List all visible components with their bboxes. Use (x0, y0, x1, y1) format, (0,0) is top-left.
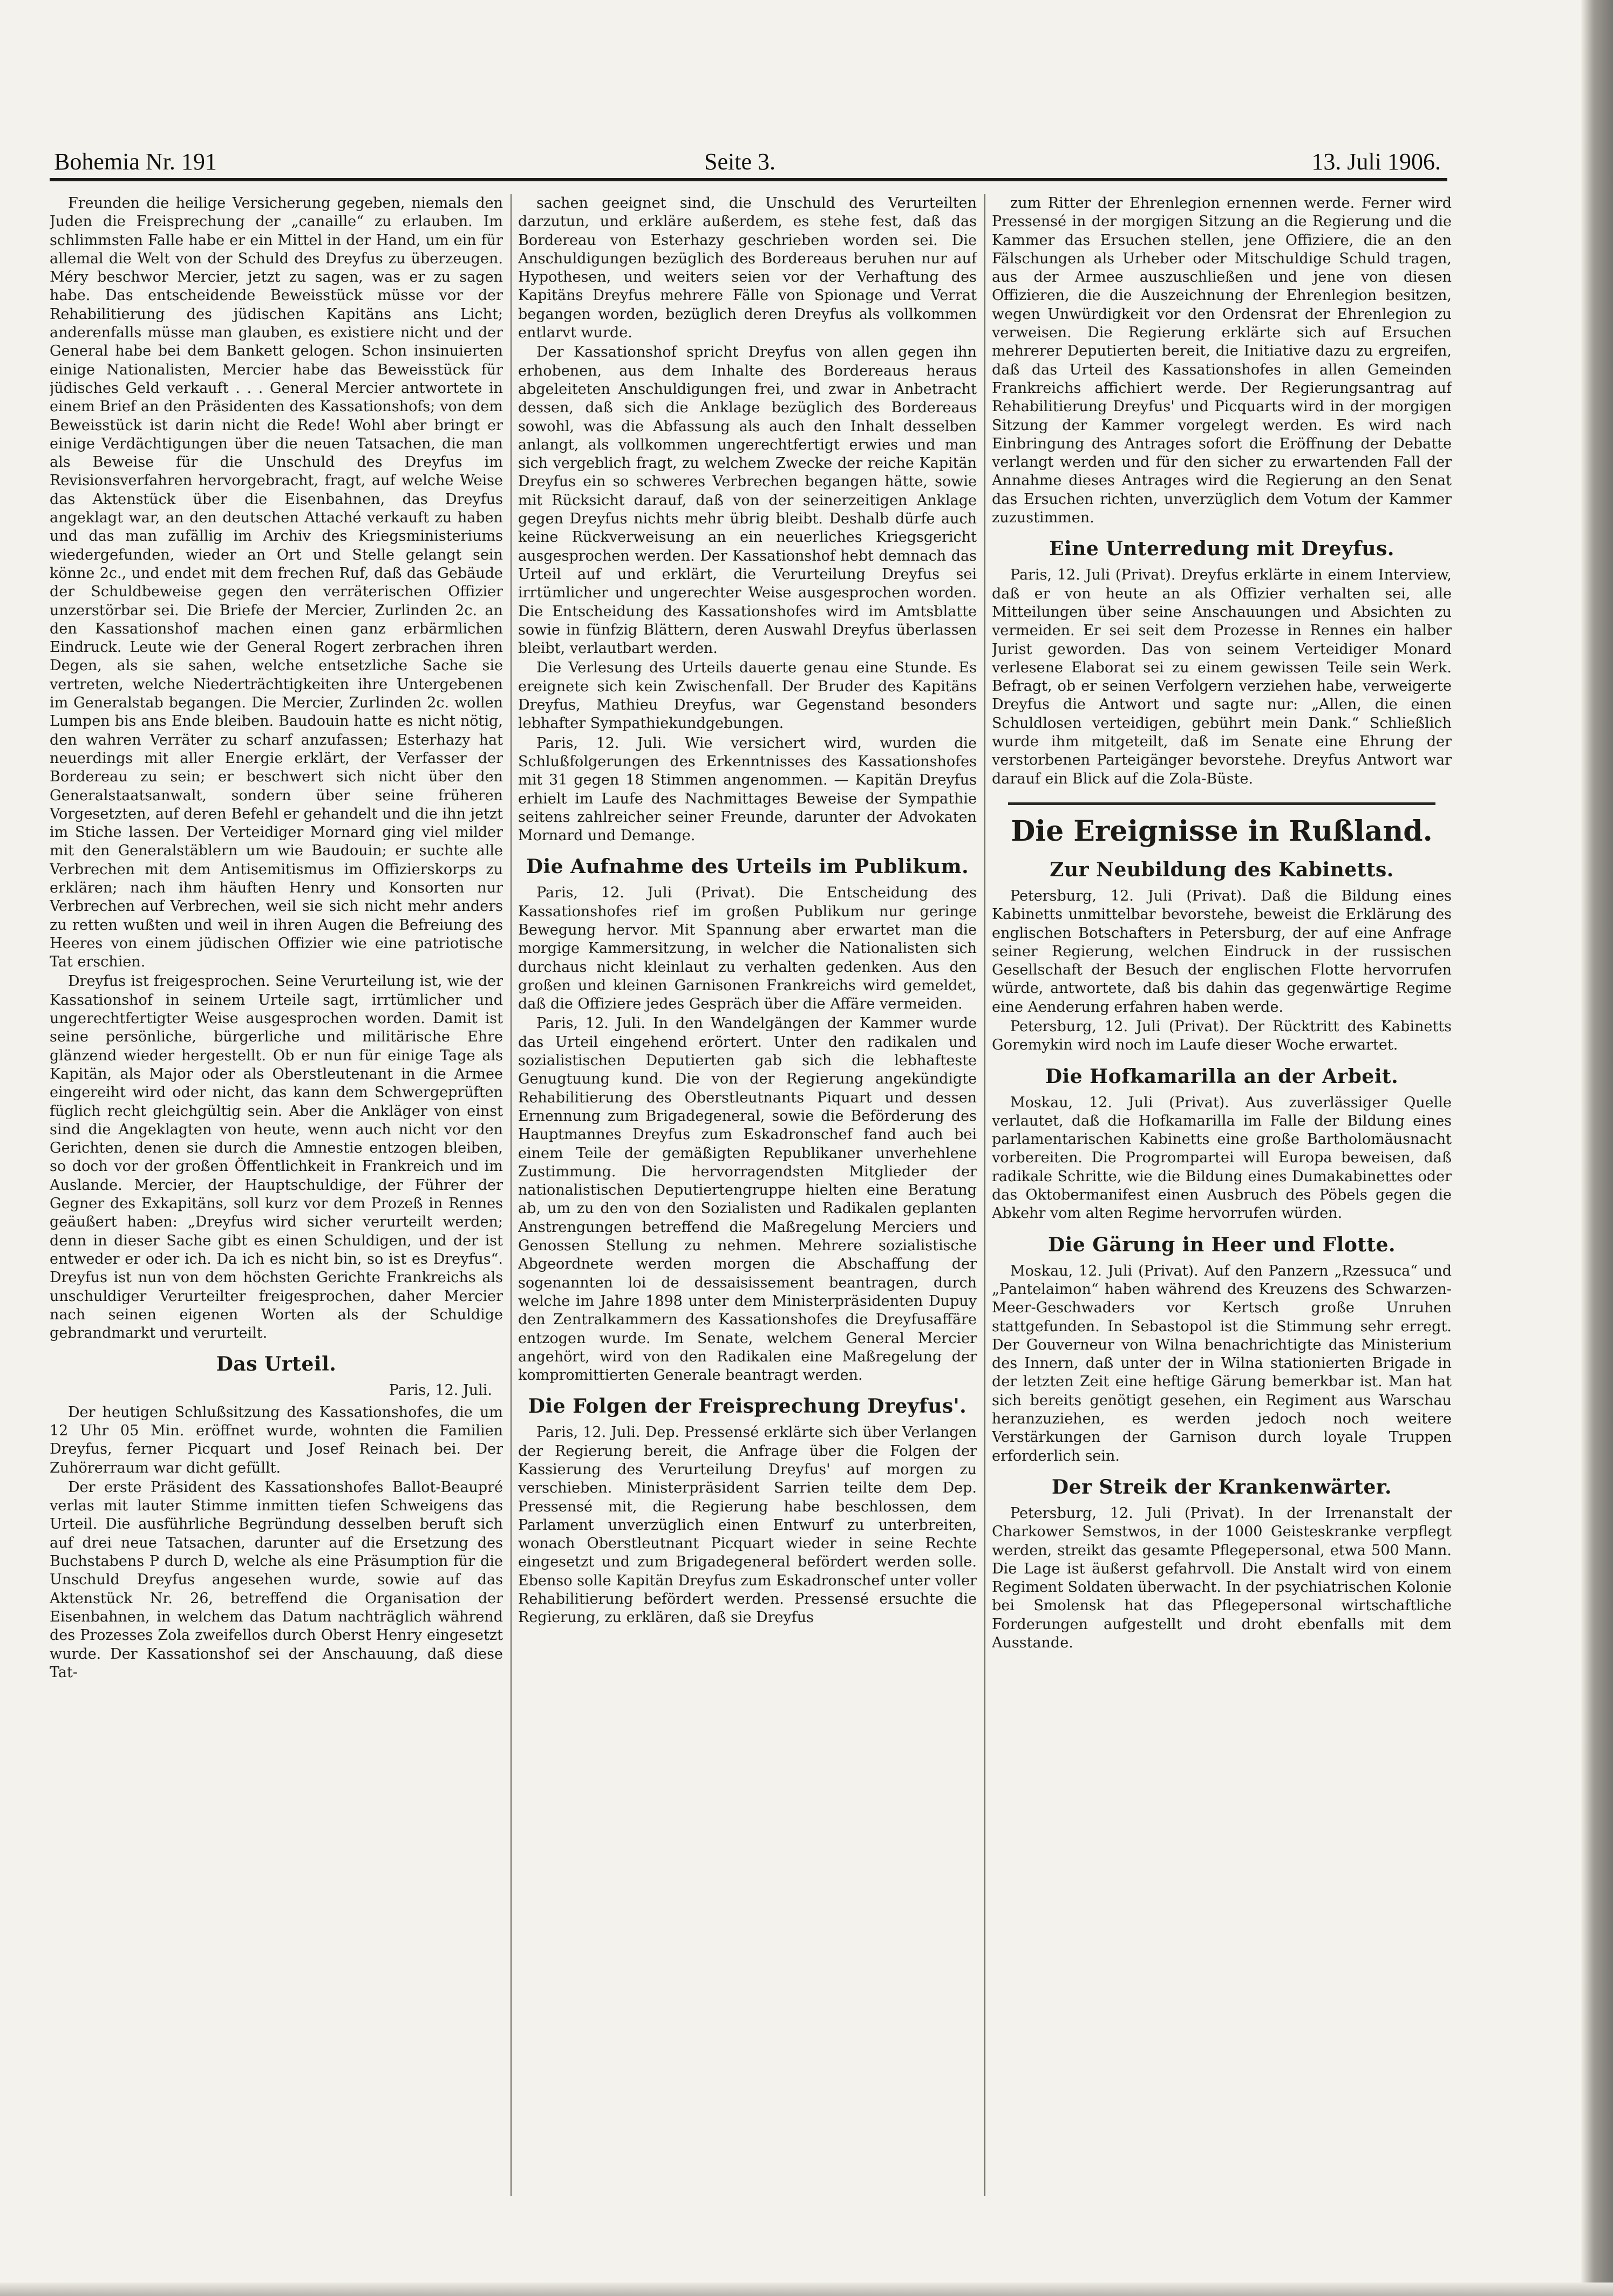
masthead-issue: Bohemia Nr. 191 (54, 148, 217, 175)
article-paragraph: Paris, 12. Juli. Wie versichert wird, wurden die Schlußfolgerungen des Erkenntnisses des Kassationshofes mit 31 gegen 18 Stimmen angenommen. — Kapitän Dreyfus erhielt im Laufe des Nachmittages Beweise der Sympathie seitens zahlreicher seiner Freunde, darunter der Advokaten Mornard und Demange. (518, 734, 977, 844)
article-paragraph: Petersburg, 12. Juli (Privat). In der Irrenanstalt der Charkower Semstwos, in der 1000 Geisteskranke verpflegt werden, streikt das gesamte Pflegepersonal, etwa 500 Mann. Die Lage ist äußerst gefahrvoll. Die Anstalt wird von einem Regiment Soldaten überwacht. In der psychiatrischen Kolonie bei Smolensk hat das Pflegepersonal wirtschaftliche Forderungen aufgestellt und droht ebenfalls mit dem Ausstande. (992, 1504, 1452, 1651)
section-heading: Die Gärung in Heer und Flotte. (1047, 1233, 1396, 1256)
section-heading: Die Hofkamarilla an der Arbeit. (1045, 1065, 1399, 1088)
page-number: Seite 3. (704, 148, 775, 175)
article-paragraph: zum Ritter der Ehrenlegion ernennen werde. Ferner wird Pressensé in der morgigen Sitzung an die Regierung und die Kammer das Ersuchen stellen, jene Offiziere, die an den Fälschungen als Urheber oder Mitschuldige Schuld tragen, aus der Armee auszuschließen und jene von diesen Offizieren, die die Auszeichnung der Ehrenlegion besitzen, wegen Unwürdigkeit vor den Ordensrat der Ehrenlegion zu verweisen. Die Regierung erklärte sich auf Ersuchen mehrerer Deputierten bereit, die Initiative dazu zu ergreifen, daß das Urteil des Kassationshofes in allen Gemeinden Frankreichs affichiert werde. Der Regierungsantrag auf Rehabilitierung Dreyfus' und Picquarts wird in der morgigen Sitzung der Kammer vorgelegt werden. Es wird nach Einbringung des Antrages sofort die Eröffnung der Debatte verlangt werden und für den sicher zu erwartenden Fall der Annahme dieses Antrages wird die Regierung an den Senat das Ersuchen richten, unverzüglich dem Votum der Kammer zuzustimmen. (992, 195, 1452, 527)
column-3 (992, 194, 1452, 2210)
page-edge-shadow (1581, 0, 1613, 2296)
section-heading: Die Aufnahme des Urteils im Publikum. (526, 855, 969, 878)
page-header (54, 148, 1441, 180)
column-1 (50, 194, 503, 2210)
column-2 (518, 194, 977, 2210)
article-paragraph: Paris, 12. Juli (Privat). Dreyfus erklärte in einem Interview, daß er von heute an als Offizier verhalten sei, alle Mitteilungen über seine Anschauungen und Absichten zu vermeiden. Er sei seit dem Prozesse in Rennes ein halber Jurist geworden. Das von seinem Verteidiger Monard verlesene Elaborat sei zu einem gewissen Teile sein Werk. Befragt, ob er seinen Verfolgern verziehen habe, verweigerte Dreyfus die Antwort und sagte nur: „Allen, die einen Schuldlosen verteidigen, gebührt mein Dank.“ Schließlich wurde ihm mitgeteilt, daß im Senate eine Ehrung der verstorbenen Parteigänger bevorstehe. Dreyfus Antwort war darauf ein Blick auf die Zola-Büste. (992, 567, 1452, 787)
article-paragraph: Petersburg, 12. Juli (Privat). Der Rücktritt des Kabinetts Goremykin wird noch im Laufe dieser Woche erwartet. (992, 1018, 1452, 1054)
article-paragraph: Der erste Präsident des Kassationshofes Ballot-Beaupré verlas mit lauter Stimme inmitten tiefen Schweigens das Urteil. Die ausführliche Begründung desselben beruft sich auf drei neue Tatsachen, darunter auf die Ersetzung des Buchstabens P durch D, welche als eine Präsumption für die Unschuld Dreyfus angesehen wurde, sowie auf das Aktenstück Nr. 26, betreffend die Organisation der Eisenbahnen, in welchem das Datum nachträglich während des Prozesses Zola zweifellos durch Oberst Henry eingesetzt wurde. Der Kassationshof sei der Anschauung, daß diese Tat- (50, 1479, 503, 1681)
section-heading: Zur Neubildung des Kabinetts. (1050, 858, 1394, 881)
article-paragraph: Paris, 12. Juli (Privat). Die Entscheidung des Kassationshofes rief im großen Publikum nur geringe Bewegung hervor. Mit Spannung aber erwartet man die morgige Kammersitzung, in welcher die Nationalisten sich durchaus nicht kleinlaut zu verhalten gedenken. Aus den großen und kleinen Garnisonen Frankreichs wird gemeldet, daß die Offiziere jedes Gespräch über die Affäre vermeiden. (518, 884, 977, 1013)
section-heading: Eine Unterredung mit Dreyfus. (1049, 537, 1394, 561)
section-heading: Das Urteil. (216, 1353, 337, 1376)
dateline: Paris, 12. Juli. (389, 1382, 492, 1399)
article-paragraph: Freunden die heilige Versicherung gegeben, niemals den Juden die Freisprechung der „canaille“ zu erlauben. Im schlimmsten Falle habe er ein Mittel in der Hand, um ein für allemal die Welt von der Schuld des Dreyfus zu überzeugen. Méry beschwor Mercier, jetzt zu sagen, was er zu sagen habe. Das entscheidende Beweisstück müsse vor der Rehabilitierung des jüdischen Kapitäns ans Licht; anderenfalls müsse man glauben, es existiere nicht und der General habe bei dem Bankett gelogen. Schon insinuierten einige Nationalisten, Mercier habe das Beweisstück für jüdisches Geld verkauft . . . General Mercier antwortete in einem Brief an den Präsidenten des Kassationshofs; von dem Beweisstück ist darin nicht die Rede! Wohl aber bringt er einige Verdächtigungen über die neuen Tatsachen, die man als Beweise für die Unschuld des Dreyfus im Revisionsverfahren hervorgebracht, fragt, auf welche Weise das Aktenstück über die Eisenbahnen, das Dreyfus angeklagt war, an den deutschen Attaché verkauft zu haben und das man zufällig im Archiv des Kriegsministeriums wiedergefunden, wieder an Ort und Stelle gelangt sein könne 2c., und endet mit dem frechen Ruf, daß das Gebäude der Schuldbeweise gegen den verräterischen Offizier unzerstörbar sei. Die Briefe der Mercier, Zurlinden 2c. an den Kassationshof machen einen ganz erbärmlichen Eindruck. Leute wie der General Rogert zerbrachen ihren Degen, als sie sahen, welche entsetzliche Sache sie vertreten, welche Niederträchtigkeiten ihre Untergebenen im Generalstab begangen. Die Mercier, Zurlinden 2c. wollen Lumpen bis ans Ende bleiben. Baudouin hatte es nicht nötig, den wahren Verräter zu scharf anzufassen; Esterhazy hat neuerdings mit aller Energie erklärt, der Verfasser der Bordereau zu sein; er beschwert sich nicht über den Generalstaatsanwalt, sondern über seine früheren Vorgesetzten, auf deren Befehl er gehandelt und die ihn jetzt im Stiche lassen. Der Verteidiger Mornard ging viel milder mit den Generalstäblern um wie Baudouin; er suchte alle Verbrechen mit dem Antisemitismus im Offizierskorps zu erklären; nach ihm häuften Henry und Konsorten nur Verbrechen auf Verbrechen, weil sie sich nicht mehr anders zu retten wußten und weil in ihren Augen die Befreiung des Heeres von einem jüdischen Offizier wie eine patriotische Tat erschien. (50, 195, 503, 971)
section-heading: Die Folgen der Freisprechung Dreyfus'. (528, 1395, 967, 1418)
article-paragraph: Dreyfus ist freigesprochen. Seine Verurteilung ist, wie der Kassationshof in seinem Urteile sagt, irrtümlicher und ungerechtfertigter Weise ausgesprochen worden. Damit ist seine persönliche, bürgerliche und militärische Ehre glänzend wieder hergestellt. Ob er nun für einige Tage als Kapitän, als Major oder als Oberstleutenant in die Armee eingereiht wird oder nicht, das kann dem Schwergeprüften füglich recht gleichgültig sein. Aber die Ankläger von einst sind die Angeklagten von heute, wenn auch nicht vor den Gerichten, denen sie durch die Amnestie entzogen bleiben, so doch vor der großen Öffentlichkeit in Frankreich und im Auslande. Mercier, der Hauptschuldige, der Führer der Gegner des Exkapitäns, soll kurz vor dem Prozeß in Rennes geäußert haben: „Dreyfus wird sicher verurteilt werden; denn in dieser Sache gibt es einen Schuldigen, und der ist entweder er oder ich. Da ich es nicht bin, so ist es Dreyfus“. Dreyfus ist nun von dem höchsten Gerichte Frankreichs als unschuldiger Verurteilter freigesprochen, daher Mercier nach seinen eigenen Worten als der Schuldige gebrandmarkt und verurteilt. (50, 973, 503, 1342)
page-edge-bottom (0, 2283, 1613, 2296)
main-section-heading: Die Ereignisse in Rußland. (1011, 814, 1433, 848)
issue-date: 13. Juli 1906. (1311, 148, 1441, 175)
article-paragraph: Petersburg, 12. Juli (Privat). Daß die Bildung eines Kabinetts unmittelbar bevorstehe, beweist die Erklärung des englischen Botschafters in Petersburg, der auf eine Anfrage seiner Regierung, welchen Eindruck in der russischen Gesellschaft der Besuch der englischen Flotte hervorrufen würde, antwortete, daß bis dahin das gegenwärtige Regime eine Aenderung erfahren haben werde. (992, 887, 1452, 1016)
article-paragraph: Paris, 12. Juli. In den Wandelgängen der Kammer wurde das Urteil eingehend erörtert. Unter den radikalen und sozialistischen Deputierten gab sich die lebhafteste Genugtuung kund. Die von der Regierung angekündigte Rehabilitierung des Oberstleutnants Piquart und dessen Ernennung zum Brigadegeneral, sowie die Beförderung des Hauptmannes Dreyfus zum Eskadronschef fand auch bei einem Teile der gemäßigten Republikaner unverhehlene Zustimmung. Die hervorragendsten Mitglieder der nationalistischen Deputiertengruppe hielten eine Beratung ab, um zu den von den Sozialisten und Radikalen geplanten Anstrengungen betreffend die Maßregelung Merciers und Genossen Stellung zu nehmen. Mehrere sozialistische Abgeordnete werden morgen die Abschaffung der sogenannten loi de dessaisissement beantragen, durch welche im Jahre 1898 unter dem Ministerpräsidenten Dupuy den Zentralkammern des Kassationshofes die Dreyfusaffäre entzogen wurde. Im Senate, welchem General Mercier angehört, wird von den Radikalen eine Maßregelung der kompromittierten Generale beantragt werden. (518, 1015, 977, 1384)
article-paragraph: Der Kassationshof spricht Dreyfus von allen gegen ihn erhobenen, aus dem Inhalte des Bordereaus heraus abgeleiteten Anschuldigungen frei, und zwar in Anbetracht dessen, daß sich die Anklage bezüglich des Bordereaus sowohl, was die Abfassung als auch den Inhalt desselben anlangt, als vollkommen ungerechtfertigt erwies und man sich vergeblich fragt, zu welchem Zwecke der reiche Kapitän Dreyfus ein so schweres Verbrechen begangen hätte, sowie mit Rücksicht darauf, daß von der seinerzeitigen Anklage gegen Dreyfus nichts mehr übrig bleibt. Deshalb dürfe auch keine Rückverweisung an ein neuerliches Kriegsgericht ausgesprochen werden. Der Kassationshof hebt demnach das Urteil auf und erklärt, die Verurteilung Dreyfus sei irrtümlicher und ungerechter Weise ausgesprochen worden. Die Entscheidung des Kassationshofes wird im Amtsblatte sowie in fünfzig Blättern, deren Auswahl Dreyfus überlassen bleibt, verlautbart werden. (518, 344, 977, 657)
article-paragraph: sachen geeignet sind, die Unschuld des Verurteilten darzutun, und erkläre außerdem, es stehe fest, daß das Bordereau von Esterhazy geschrieben worden sei. Die Anschuldigungen bezüglich des Bordereaus beruhen nur auf Hypothesen, und weiters seien vor der Verhaftung des Kapitäns Dreyfus mehrere Fälle von Spionage und Verrat begangen worden, bezüglich deren Dreyfus als vollkommen entlarvt wurde. (518, 195, 977, 342)
column-divider (511, 194, 512, 2196)
header-rule (50, 178, 1447, 181)
section-rule (1008, 802, 1435, 805)
column-divider (984, 194, 985, 2196)
article-paragraph: Die Verlesung des Urteils dauerte genau eine Stunde. Es ereignete sich kein Zwischenfall. Der Bruder des Kapitäns Dreyfus, Mathieu Dreyfus, war Gegenstand besonders lebhafter Sympathiekundgebungen. (518, 659, 977, 732)
article-paragraph: Paris, 12. Juli. Dep. Pressensé erklärte sich über Verlangen der Regierung bereit, die Anfrage über die Folgen der Kassierung des Verurteilung Dreyfus' auf morgen zu verschieben. Ministerpräsident Sarrien teilte dem Dep. Pressensé mit, die Regierung habe beschlossen, dem Parlament unverzüglich einen Entwurf zu unterbreiten, wonach Oberstleutnant Picquart wieder in seine Rechte eingesetzt und zum Brigadegeneral befördert werden solle. Ebenso solle Kapitän Dreyfus zum Eskadronschef unter voller Rehabilitierung befördert werden. Pressensé ersuchte die Regierung, zu erklären, daß sie Dreyfus (518, 1424, 977, 1626)
article-paragraph: Moskau, 12. Juli (Privat). Auf den Panzern „Rzessuca“ und „Pantelaimon“ haben während des Kreuzens des Schwarzen-Meer-Geschwaders vor Kertsch große Unruhen stattgefunden. In Sebastopol ist die Stimmung sehr erregt. Der Gouverneur von Wilna benachrichtigte das Ministerium des Innern, daß unter der in Wilna stationierten Brigade in der letzten Zeit eine heftige Gärung bemerkbar ist. Man hat sich bereits genötigt gesehen, ein Regiment aus Warschau heranzuziehen, es werden jedoch noch weitere Verstärkungen der Garnison durch loyale Truppen erforderlich sein. (992, 1262, 1452, 1464)
article-paragraph: Der heutigen Schlußsitzung des Kassationshofes, die um 12 Uhr 05 Min. eröffnet wurde, wohnten die Familien Dreyfus, ferner Picquart und Josef Reinach bei. Der Zuhörerraum war dicht gefüllt. (50, 1404, 503, 1476)
article-paragraph: Moskau, 12. Juli (Privat). Aus zuverlässiger Quelle verlautet, daß die Hofkamarilla im Falle der Bildung eines parlamentarischen Kabinetts eine große Bartholomäusnacht vorbereiten. Die Progromparteі will Europa beweisen, daß radikale Schritte, wie die Bildung eines Dumakabinettes oder das Oktobermanifest einen Ausbruch des Pöbels gegen die Abkehr vom alten Regime hervorrufen würden. (992, 1094, 1452, 1222)
section-heading: Der Streik der Krankenwärter. (1051, 1475, 1392, 1498)
